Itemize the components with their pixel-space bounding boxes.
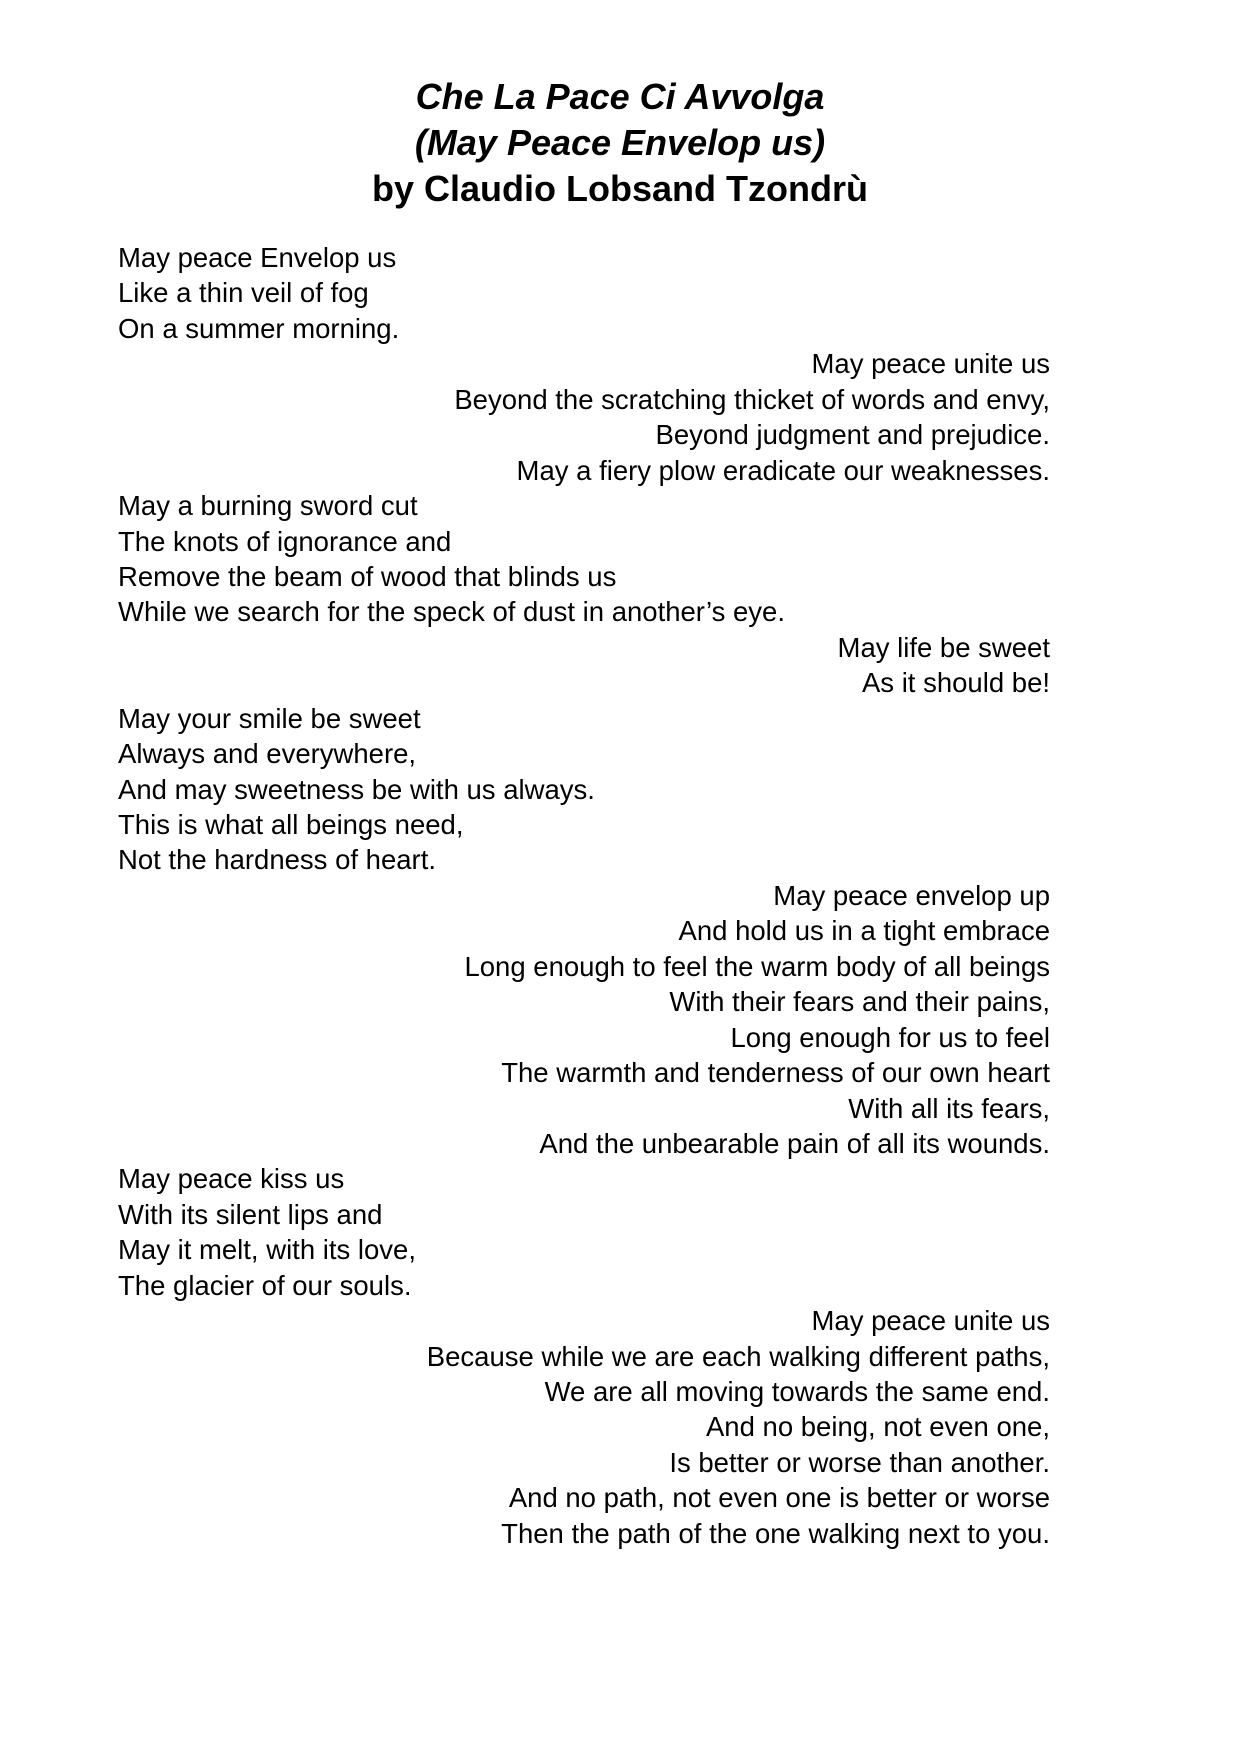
poem-line: The warmth and tenderness of our own heart bbox=[501, 1057, 1050, 1089]
poem-line: With their fears and their pains, bbox=[669, 986, 1050, 1018]
poem-line: We are all moving towards the same end. bbox=[544, 1376, 1050, 1407]
poem-line: And may sweetness be with us always. bbox=[118, 773, 595, 805]
poem-line: May peace envelop up bbox=[773, 879, 1050, 911]
poem-line: Like a thin veil of fog bbox=[118, 277, 369, 309]
poem-line: May your smile be sweet bbox=[118, 702, 421, 734]
poem-line: Always and everywhere, bbox=[118, 738, 417, 770]
poem-subtitle: (May Peace Envelop us) bbox=[414, 122, 826, 163]
poem-line: The glacier of our souls. bbox=[118, 1269, 412, 1301]
poem-line: Not the hardness of heart. bbox=[118, 844, 436, 876]
poem-header bbox=[0, 74, 1240, 212]
poem-line: Beyond the scratching thicket of words and envy, bbox=[454, 383, 1050, 415]
poem-line: May peace unite us bbox=[811, 1305, 1050, 1337]
poem-line: Beyond judgment and prejudice. bbox=[655, 419, 1050, 451]
poem-line: May it melt, with its love, bbox=[118, 1234, 416, 1266]
poem-title: Che La Pace Ci Avvolga bbox=[415, 76, 825, 117]
poem-line: Remove the beam of wood that blinds us bbox=[118, 560, 617, 592]
poem-line: May peace Envelop us bbox=[118, 242, 397, 273]
poem-line: On a summer morning. bbox=[118, 312, 400, 344]
poem-line: And no path, not even one is better or worse bbox=[508, 1482, 1050, 1514]
poem-line: The knots of ignorance and bbox=[118, 525, 452, 557]
poem-line: May life be sweet bbox=[837, 631, 1050, 663]
poem-line: May a fiery plow eradicate our weaknesses. bbox=[516, 454, 1050, 486]
poem-line: Is better or worse than another. bbox=[669, 1446, 1050, 1478]
poem-line: May peace kiss us bbox=[118, 1163, 345, 1195]
poem-body bbox=[118, 240, 1050, 1551]
poem-line: Long enough for us to feel bbox=[730, 1021, 1050, 1053]
poem-line: And hold us in a tight embrace bbox=[678, 915, 1050, 947]
poem-line: With all its fears, bbox=[848, 1092, 1050, 1124]
poem-author: by Claudio Lobsand Tzondrù bbox=[372, 168, 868, 209]
poem-line: While we search for the speck of dust in another’s eye. bbox=[118, 596, 785, 628]
poem-line: And the unbearable pain of all its wounds. bbox=[539, 1127, 1050, 1159]
poem-line: And no being, not even one, bbox=[705, 1411, 1050, 1443]
poem-line: May a burning sword cut bbox=[118, 490, 418, 522]
poem-line: Because while we are each walking different paths, bbox=[426, 1340, 1050, 1372]
poem-line: As it should be! bbox=[861, 667, 1050, 699]
poem-line: This is what all beings need, bbox=[118, 809, 464, 840]
poem-line: Then the path of the one walking next to you. bbox=[501, 1517, 1050, 1549]
poem-line: Long enough to feel the warm body of all beings bbox=[464, 950, 1050, 982]
poem-line: With its silent lips and bbox=[118, 1198, 383, 1230]
poem-line: May peace unite us bbox=[811, 348, 1050, 380]
